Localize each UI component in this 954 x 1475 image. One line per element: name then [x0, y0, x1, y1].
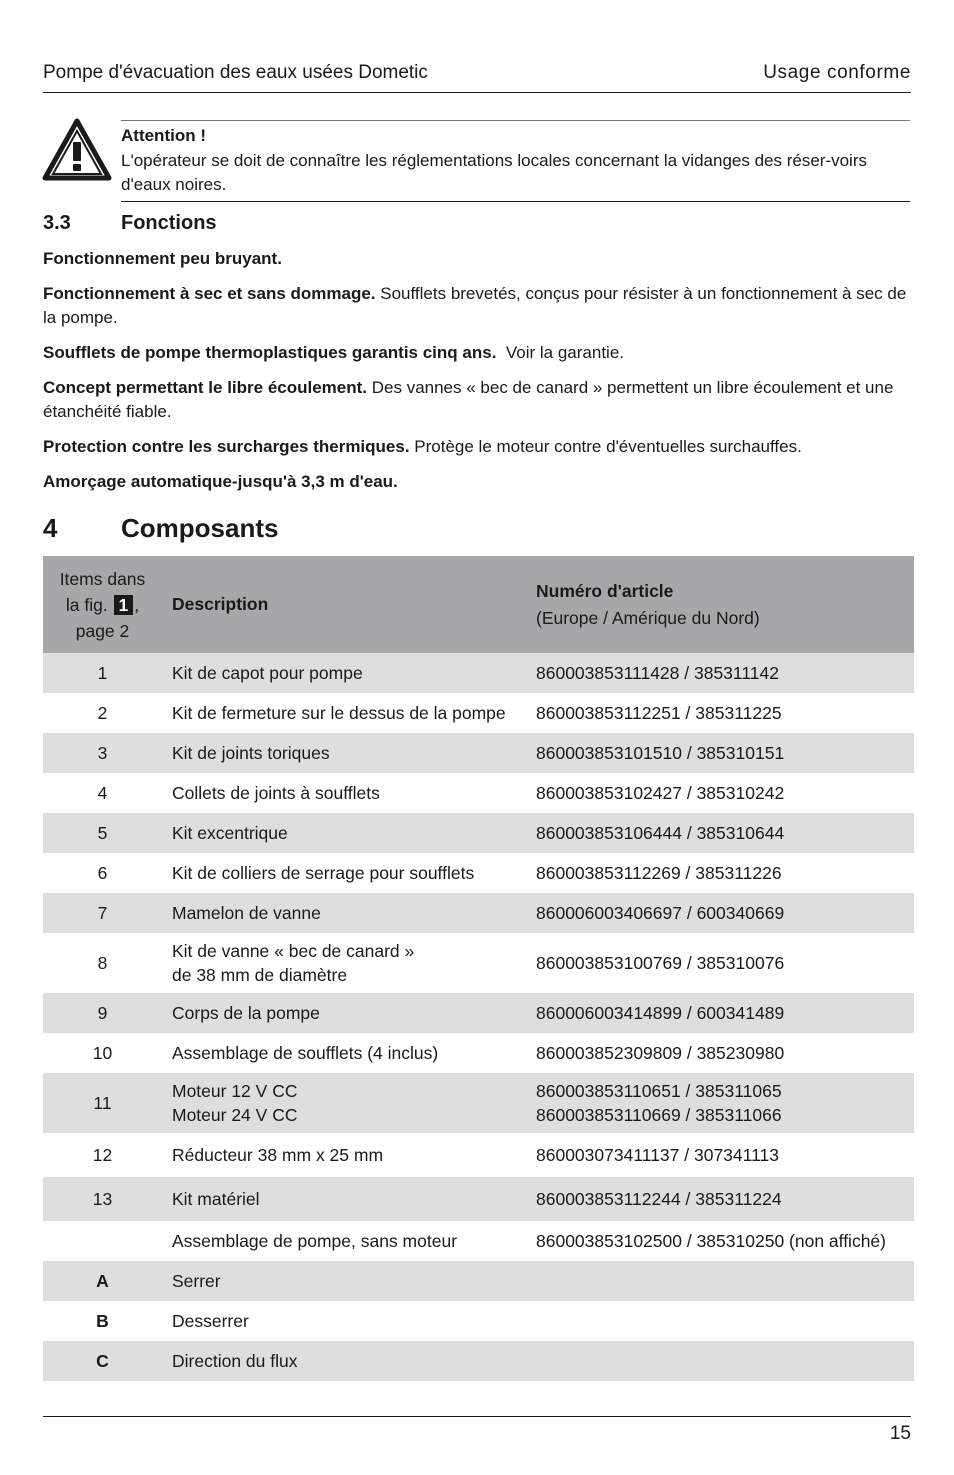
- article-number-cell: [526, 853, 914, 893]
- article-number-line: 860006003414899 / 600341489: [536, 1003, 785, 1023]
- table-row: [43, 773, 914, 813]
- description-line: Kit excentrique: [172, 823, 288, 843]
- table-row: [43, 1033, 914, 1073]
- item-cell: [43, 1221, 162, 1261]
- attention-title: Attention !: [121, 126, 206, 145]
- table-row: [43, 993, 914, 1033]
- column-header-description: Description: [162, 556, 526, 653]
- description-cell: [162, 853, 526, 893]
- table-row: [43, 1221, 914, 1261]
- article-number-cell: [526, 1221, 914, 1261]
- article-number-line: 860003853106444 / 385310644: [536, 823, 785, 843]
- components-table: [43, 556, 914, 1381]
- article-number-cell: [526, 773, 914, 813]
- warning-icon: [42, 118, 112, 182]
- description-line: Serrer: [172, 1271, 221, 1291]
- item-cell: 13: [43, 1177, 162, 1221]
- description-line: Collets de joints à soufflets: [172, 783, 380, 803]
- table-row: [43, 1177, 914, 1221]
- function-paragraph: [43, 282, 913, 330]
- description-cell: [162, 993, 526, 1033]
- header-items-fig-label: la fig.: [65, 594, 108, 615]
- description-line: Kit de vanne « bec de canard »: [172, 941, 415, 961]
- item-cell: C: [43, 1341, 162, 1381]
- article-number-cell: [526, 1261, 914, 1301]
- description-line: Moteur 12 V CC: [172, 1081, 298, 1101]
- function-lead: Fonctionnement à sec et sans dommage.: [43, 284, 376, 303]
- description-line: Réducteur 38 mm x 25 mm: [172, 1145, 384, 1165]
- article-number-line: 860003853101510 / 385310151: [536, 743, 785, 763]
- item-cell: 11: [43, 1073, 162, 1133]
- description-line: de 38 mm de diamètre: [172, 965, 348, 985]
- description-cell: [162, 1133, 526, 1177]
- article-number-cell: [526, 1133, 914, 1177]
- section-number: 3.3: [43, 212, 71, 234]
- article-number-cell: [526, 733, 914, 773]
- header-section: Usage conforme: [763, 62, 911, 83]
- article-number-line: 860003853102500 / 385310250 (non affiché): [536, 1231, 886, 1251]
- function-lead: Protection contre les surcharges thermiques.: [43, 437, 410, 456]
- description-cell: [162, 1261, 526, 1301]
- table-row: [43, 933, 914, 993]
- article-number-line: 860003853112269 / 385311226: [536, 863, 782, 883]
- table-row: [43, 653, 914, 693]
- description-line: Desserrer: [172, 1311, 249, 1331]
- column-header-items: [43, 556, 162, 653]
- article-number-cell: [526, 993, 914, 1033]
- table-row: [43, 1341, 914, 1381]
- table-row: [43, 693, 914, 733]
- article-number-cell: [526, 893, 914, 933]
- function-lead: Amorçage automatique-jusqu'à 3,3 m d'eau.: [43, 472, 398, 491]
- item-cell: B: [96, 1311, 109, 1331]
- header-article-subtitle: (Europe / Amérique du Nord): [536, 607, 760, 628]
- article-number-line: 860006003406697 / 600340669: [536, 903, 785, 923]
- attention-text: L'opérateur se doit de connaître les réglementations locales concernant la vidanges des réser-voirs d'eaux noires.: [121, 151, 867, 194]
- article-number-line: 860003853100769 / 385310076: [536, 953, 785, 973]
- description-cell: [162, 1033, 526, 1073]
- article-number-cell: [526, 1301, 914, 1341]
- attention-box: [121, 120, 910, 202]
- item-cell: 3: [43, 733, 162, 773]
- header-items-comma: ,: [134, 594, 140, 615]
- description-line: Kit de fermeture sur le dessus de la pompe: [172, 703, 506, 723]
- page-number: 15: [889, 1423, 911, 1444]
- article-number-cell: [526, 1073, 914, 1133]
- item-cell: 10: [92, 1043, 113, 1063]
- item-cell: 8: [97, 953, 108, 973]
- function-lead: Concept permettant le libre écoulement.: [43, 378, 368, 397]
- item-cell: 4: [97, 783, 108, 803]
- description-cell: [162, 1073, 526, 1133]
- article-number-line: 860003853110651 / 385311065: [536, 1081, 782, 1101]
- function-paragraph: [43, 341, 913, 365]
- item-cell: 7: [43, 893, 162, 933]
- article-number-line: 860003853102427 / 385310242: [536, 783, 785, 803]
- description-cell: [162, 933, 526, 993]
- function-text: Des vannes « bec de canard » permettent un libre écoulement et une étanchéité fiable.: [43, 378, 894, 421]
- description-cell: [162, 1301, 526, 1341]
- description-cell: [162, 773, 526, 813]
- article-number-cell: [526, 813, 914, 853]
- header-items-line1: Items dans: [59, 568, 146, 589]
- description-line: Kit matériel: [172, 1189, 260, 1209]
- table-row: [43, 853, 914, 893]
- function-paragraph: [43, 470, 913, 494]
- page-header: [43, 60, 911, 93]
- description-cell: [162, 1341, 526, 1381]
- article-number-line: 860003852309809 / 385230980: [536, 1043, 785, 1063]
- item-cell: 1: [43, 653, 162, 693]
- table-row: [43, 1261, 914, 1301]
- table-row: [43, 733, 914, 773]
- section-title: Fonctions: [121, 212, 217, 234]
- article-number-line: 860003853112251 / 385311225: [536, 703, 782, 723]
- page-footer: [43, 1416, 911, 1444]
- article-number-line: 860003073411137 / 307341113: [536, 1145, 779, 1165]
- description-line: Assemblage de soufflets (4 inclus): [172, 1043, 439, 1063]
- article-number-cell: [526, 693, 914, 733]
- description-line: Assemblage de pompe, sans moteur: [172, 1231, 458, 1251]
- table-row: [43, 1301, 914, 1341]
- header-items-line3: page 2: [75, 620, 130, 641]
- figure-number-badge: 1: [114, 595, 134, 615]
- table-row: [43, 1133, 914, 1177]
- article-number-cell: [526, 653, 914, 693]
- table-header-row: [43, 556, 914, 653]
- table-row: [43, 813, 914, 853]
- description-line: Kit de joints toriques: [172, 743, 330, 763]
- function-paragraph: [43, 435, 913, 459]
- article-number-line: 860003853111428 / 385311142: [536, 663, 779, 683]
- article-number-cell: [526, 1033, 914, 1073]
- description-cell: [162, 1221, 526, 1261]
- item-cell: 2: [97, 703, 108, 723]
- item-cell: 12: [92, 1145, 113, 1165]
- description-cell: [162, 693, 526, 733]
- function-text: Protège le moteur contre d'éventuelles surchauffes.: [409, 437, 802, 456]
- description-line: Corps de la pompe: [172, 1003, 320, 1023]
- item-cell: 6: [97, 863, 108, 883]
- description-cell: [162, 653, 526, 693]
- article-number-cell: [526, 1341, 914, 1381]
- function-text: Voir la garantie.: [496, 343, 624, 362]
- item-cell: A: [43, 1261, 162, 1301]
- description-cell: [162, 813, 526, 853]
- header-title: Pompe d'évacuation des eaux usées Dometic: [43, 62, 428, 83]
- function-lead: Fonctionnement peu bruyant.: [43, 249, 282, 268]
- description-line: Kit de colliers de serrage pour soufflets: [172, 863, 475, 883]
- section-number: 4: [43, 513, 58, 543]
- article-number-cell: [526, 1177, 914, 1221]
- description-cell: [162, 733, 526, 773]
- description-line: Kit de capot pour pompe: [172, 663, 363, 683]
- description-cell: [162, 1177, 526, 1221]
- function-paragraph: [43, 376, 913, 424]
- column-header-article-number: [526, 556, 914, 653]
- function-text: Soufflets brevetés, conçus pour résister à un fonctionnement à sec de la pompe.: [43, 284, 907, 327]
- function-paragraph: [43, 247, 913, 271]
- description-cell: [162, 893, 526, 933]
- section-title: Composants: [121, 513, 279, 543]
- description-line: Moteur 24 V CC: [172, 1105, 298, 1125]
- item-cell: 5: [43, 813, 162, 853]
- item-cell: 9: [43, 993, 162, 1033]
- function-lead: Soufflets de pompe thermoplastiques garantis cinq ans.: [43, 343, 497, 362]
- article-number-cell: [526, 933, 914, 993]
- description-line: Mamelon de vanne: [172, 903, 321, 923]
- header-article-title: Numéro d'article: [536, 580, 674, 601]
- article-number-line: 860003853110669 / 385311066: [536, 1105, 782, 1125]
- table-row: [43, 1073, 914, 1133]
- article-number-line: 860003853112244 / 385311224: [536, 1189, 782, 1209]
- description-line: Direction du flux: [172, 1351, 298, 1371]
- table-row: [43, 893, 914, 933]
